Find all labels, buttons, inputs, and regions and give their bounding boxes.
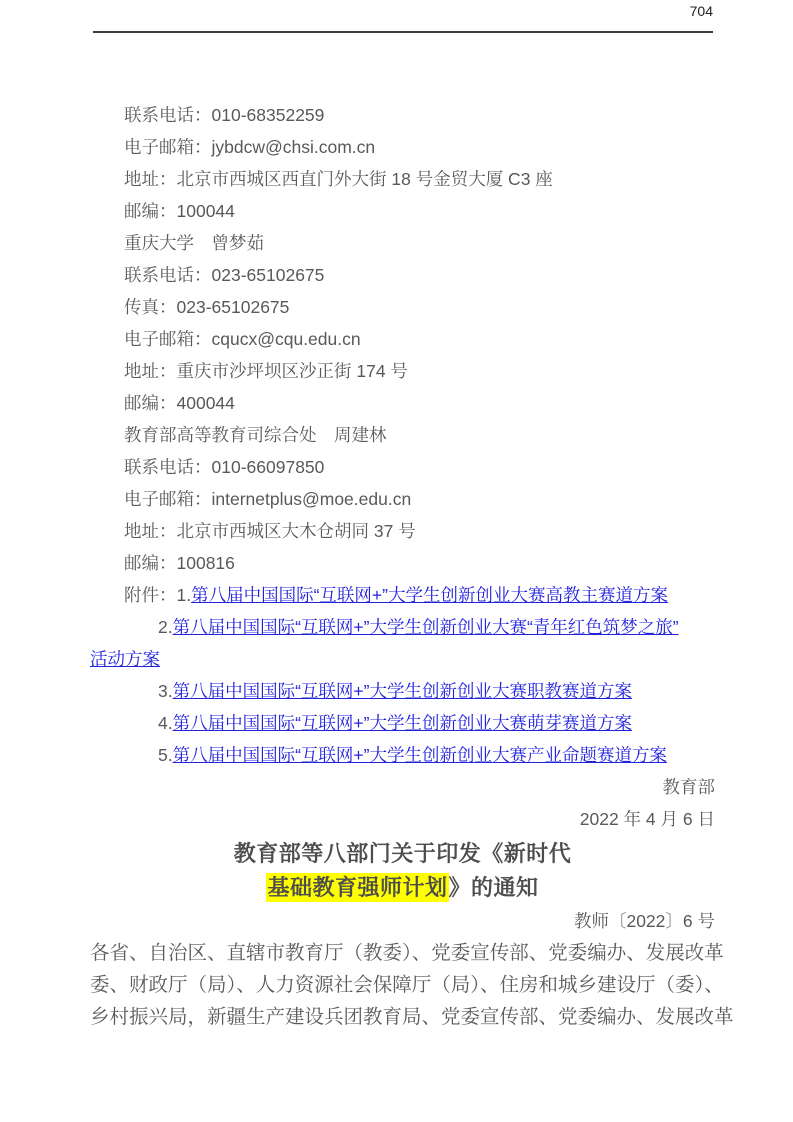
doc-number: 教师〔2022〕6 号 xyxy=(573,911,715,931)
attachment-link-2-wrap[interactable]: 活动方案 xyxy=(90,649,160,669)
attachment-number-3: 3. xyxy=(158,681,173,701)
contact-email: 电子邮箱：cqucx@cqu.edu.cn xyxy=(124,329,361,349)
contact-phone: 联系电话：010-66097850 xyxy=(124,457,325,477)
notice-title xyxy=(90,837,715,905)
attachment-number-2: 2. xyxy=(158,617,173,637)
attachment-item-3 xyxy=(90,675,715,707)
attachment-item-4 xyxy=(90,707,715,739)
notice-body-line: 委、财政厅（局）、人力资源社会保障厅（局）、住房和城乡建设厅（委）、 xyxy=(90,974,724,996)
contact-fax: 传真：023-65102675 xyxy=(124,297,290,317)
contact-phone: 联系电话：023-65102675 xyxy=(124,265,325,285)
page-number: 704 xyxy=(689,3,713,19)
notice-title-highlight: 基础教育强师计划 xyxy=(267,875,448,900)
notice-body-line: 乡村振兴局，新疆生产建设兵团教育局、党委宣传部、党委编办、发展改革 xyxy=(90,1006,734,1028)
contact-address: 地址：北京市西城区大木仓胡同 37 号 xyxy=(124,521,416,541)
signoff-issuer: 教育部 xyxy=(662,777,715,797)
contact-postcode: 邮编：100044 xyxy=(124,201,235,221)
contact-address: 地址：北京市西城区西直门外大街 18 号金贸大厦 C3 座 xyxy=(124,169,553,189)
attachment-item-5 xyxy=(90,739,715,771)
contact-unit-name: 教育部高等教育司综合处 周建林 xyxy=(124,425,387,445)
attachment-link-5[interactable]: 第八届中国国际“互联网+”大学生创新创业大赛产业命题赛道方案 xyxy=(172,745,667,765)
notice-title-suffix: 》的通知 xyxy=(448,875,539,900)
notice-title-line1: 教育部等八部门关于印发《新时代 xyxy=(233,841,572,866)
contact-email: 电子邮箱：internetplus@moe.edu.cn xyxy=(124,489,412,509)
contact-email: 电子邮箱：jybdcw@chsi.com.cn xyxy=(124,137,376,157)
attachment-item-2-wrap xyxy=(90,643,715,675)
attachment-link-4[interactable]: 第八届中国国际“互联网+”大学生创新创业大赛萌芽赛道方案 xyxy=(172,713,632,733)
notice-body-line: 各省、自治区、直辖市教育厅（教委）、党委宣传部、党委编办、发展改革 xyxy=(90,942,724,964)
notice-body xyxy=(90,937,734,1033)
document-content xyxy=(90,0,734,1033)
attachment-number-5: 5. xyxy=(158,745,173,765)
attachment-list-start xyxy=(90,579,715,611)
contact-phone: 联系电话：010-68352259 xyxy=(124,105,325,125)
attachment-number-1: 1. xyxy=(176,585,192,605)
attachment-link-1[interactable]: 第八届中国国际“互联网+”大学生创新创业大赛高教主赛道方案 xyxy=(191,585,668,605)
contact-postcode: 邮编：100816 xyxy=(124,553,235,573)
attachment-link-2[interactable]: 第八届中国国际“互联网+”大学生创新创业大赛“青年红色筑梦之旅” xyxy=(172,617,679,637)
attachment-item-2 xyxy=(90,611,715,643)
contact-postcode: 邮编：400044 xyxy=(124,393,235,413)
contact-unit-name: 重庆大学 曾梦茹 xyxy=(124,233,264,253)
signoff-date: 2022 年 4 月 6 日 xyxy=(579,809,715,829)
contact-address: 地址：重庆市沙坪坝区沙正街 174 号 xyxy=(124,361,408,381)
attachment-number-4: 4. xyxy=(158,713,173,733)
attachment-link-3[interactable]: 第八届中国国际“互联网+”大学生创新创业大赛职教赛道方案 xyxy=(172,681,632,701)
attachments-label: 附件： xyxy=(124,585,177,605)
